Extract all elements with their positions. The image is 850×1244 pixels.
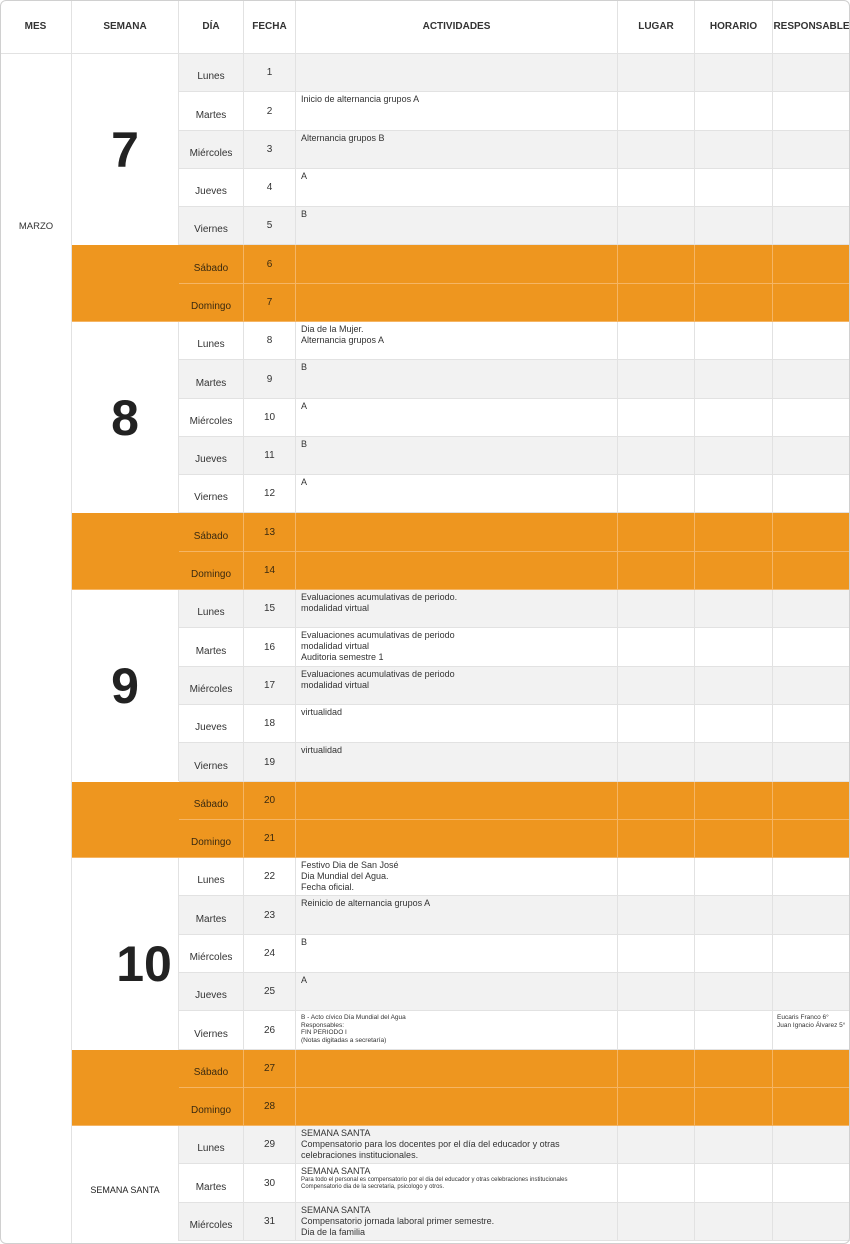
activities-cell: B - Acto cívico Día Mundial del Agua Responsables: FIN PERIODO I (Notas digitadas a secretaría) <box>296 1011 618 1049</box>
schedule-cell <box>695 92 773 130</box>
week-block <box>72 322 179 513</box>
activities-cell: A <box>296 973 618 1011</box>
place-cell <box>618 284 695 322</box>
day-cell: Domingo <box>179 284 244 322</box>
day-cell: Lunes <box>179 1126 244 1164</box>
week-block <box>72 513 179 590</box>
activities-cell: virtualidad <box>296 705 618 743</box>
activities-cell: Inicio de alternancia grupos A <box>296 92 618 130</box>
schedule-cell <box>695 782 773 820</box>
place-cell <box>618 207 695 245</box>
week-block <box>72 1126 179 1241</box>
schedule-cell <box>695 1011 773 1049</box>
responsible-cell <box>773 705 850 743</box>
responsible-cell <box>773 360 850 398</box>
date-cell: 22 <box>244 858 296 896</box>
date-cell: 4 <box>244 169 296 207</box>
date-cell: 9 <box>244 360 296 398</box>
place-cell <box>618 1203 695 1241</box>
place-cell <box>618 590 695 628</box>
day-cell: Viernes <box>179 743 244 781</box>
responsible-cell <box>773 322 850 360</box>
schedule-cell <box>695 1203 773 1241</box>
responsible-cell <box>773 1203 850 1241</box>
activities-cell <box>296 284 618 322</box>
date-cell: 1 <box>244 54 296 92</box>
day-cell: Sábado <box>179 1050 244 1088</box>
activities-cell <box>296 245 618 283</box>
day-cell: Jueves <box>179 973 244 1011</box>
date-cell: 20 <box>244 782 296 820</box>
activities-cell: B <box>296 360 618 398</box>
responsible-cell <box>773 667 850 705</box>
header-dia: DÍA <box>179 0 244 54</box>
responsible-cell <box>773 92 850 130</box>
day-cell: Martes <box>179 92 244 130</box>
date-cell: 25 <box>244 973 296 1011</box>
week-number: 9 <box>111 657 139 714</box>
date-cell: 13 <box>244 513 296 551</box>
schedule-cell <box>695 743 773 781</box>
date-cell: 16 <box>244 628 296 666</box>
place-cell <box>618 322 695 360</box>
date-cell: 24 <box>244 935 296 973</box>
schedule-cell <box>695 284 773 322</box>
activities-cell <box>296 513 618 551</box>
date-cell: 3 <box>244 131 296 169</box>
schedule-cell <box>695 667 773 705</box>
place-cell <box>618 92 695 130</box>
day-cell: Miércoles <box>179 935 244 973</box>
activities-cell: A <box>296 475 618 513</box>
schedule-cell <box>695 399 773 437</box>
activities-cell: Evaluaciones acumulativas de periodo modalidad virtual <box>296 667 618 705</box>
week-block <box>72 54 179 245</box>
schedule-cell <box>695 1126 773 1164</box>
header-lugar: LUGAR <box>618 0 695 54</box>
schedule-cell <box>695 1050 773 1088</box>
week-block <box>72 1050 179 1127</box>
day-cell: Miércoles <box>179 131 244 169</box>
responsible-cell <box>773 131 850 169</box>
responsible-cell <box>773 513 850 551</box>
place-cell <box>618 1164 695 1202</box>
place-cell <box>618 743 695 781</box>
place-cell <box>618 437 695 475</box>
date-cell: 10 <box>244 399 296 437</box>
place-cell <box>618 667 695 705</box>
place-cell <box>618 1088 695 1126</box>
place-cell <box>618 935 695 973</box>
day-cell: Martes <box>179 628 244 666</box>
day-cell: Miércoles <box>179 1203 244 1241</box>
date-cell: 21 <box>244 820 296 858</box>
responsible-cell <box>773 628 850 666</box>
date-cell: 27 <box>244 1050 296 1088</box>
place-cell <box>618 1050 695 1088</box>
week-block <box>72 245 179 322</box>
place-cell <box>618 169 695 207</box>
header-mes: MES <box>0 0 72 54</box>
day-cell: Sábado <box>179 782 244 820</box>
day-cell: Viernes <box>179 207 244 245</box>
day-cell: Lunes <box>179 322 244 360</box>
day-cell: Viernes <box>179 1011 244 1049</box>
activities-cell: virtualidad <box>296 743 618 781</box>
day-cell: Jueves <box>179 437 244 475</box>
schedule-cell <box>695 705 773 743</box>
place-cell <box>618 1011 695 1049</box>
day-cell: Lunes <box>179 54 244 92</box>
responsible-cell <box>773 820 850 858</box>
responsible-cell <box>773 1164 850 1202</box>
responsible-cell: Eucaris Franco 6° Juan Ignacio Álvarez 5° <box>773 1011 850 1049</box>
place-cell <box>618 552 695 590</box>
date-cell: 31 <box>244 1203 296 1241</box>
day-cell: Viernes <box>179 475 244 513</box>
activities-cell: Dia de la Mujer. Alternancia grupos A <box>296 322 618 360</box>
schedule-cell <box>695 935 773 973</box>
schedule-cell <box>695 552 773 590</box>
date-cell: 2 <box>244 92 296 130</box>
day-cell: Domingo <box>179 1088 244 1126</box>
responsible-cell <box>773 1088 850 1126</box>
activities-cell <box>296 820 618 858</box>
activities-cell: Reinicio de alternancia grupos A <box>296 896 618 934</box>
schedule-cell <box>695 513 773 551</box>
day-cell: Sábado <box>179 245 244 283</box>
activities-cell: SEMANA SANTA Compensatorio para los docentes por el día del educador y otras celebraciones institucionales. <box>296 1126 618 1164</box>
responsible-cell <box>773 935 850 973</box>
header-responsable: RESPONSABLE <box>773 0 850 54</box>
day-cell: Miércoles <box>179 399 244 437</box>
activities-cell: B <box>296 207 618 245</box>
activities-cell: B <box>296 437 618 475</box>
week-number: 8 <box>111 389 139 446</box>
responsible-cell <box>773 245 850 283</box>
activities-cell: A <box>296 399 618 437</box>
schedule-cell <box>695 437 773 475</box>
day-cell: Sábado <box>179 513 244 551</box>
activities-cell <box>296 552 618 590</box>
date-cell: 7 <box>244 284 296 322</box>
schedule-cell <box>695 169 773 207</box>
place-cell <box>618 360 695 398</box>
date-cell: 29 <box>244 1126 296 1164</box>
day-cell: Miércoles <box>179 667 244 705</box>
activities-cell: Festivo Dia de San José Dia Mundial del Agua. Fecha oficial. <box>296 858 618 896</box>
activities-cell: Evaluaciones acumulativas de periodo. modalidad virtual <box>296 590 618 628</box>
responsible-cell <box>773 54 850 92</box>
place-cell <box>618 705 695 743</box>
place-cell <box>618 399 695 437</box>
place-cell <box>618 475 695 513</box>
schedule-cell <box>695 820 773 858</box>
date-cell: 6 <box>244 245 296 283</box>
date-cell: 11 <box>244 437 296 475</box>
day-cell: Lunes <box>179 590 244 628</box>
place-cell <box>618 782 695 820</box>
activities-detail: Para todo el personal es compensatorio por el dia del educador y otras celebraciones institucionales Compensatorio dia de la secretaria, psicologo y otros. <box>301 1176 568 1190</box>
day-cell: Martes <box>179 360 244 398</box>
responsible-cell <box>773 284 850 322</box>
responsible-cell <box>773 973 850 1011</box>
day-cell: Martes <box>179 896 244 934</box>
day-cell: Jueves <box>179 705 244 743</box>
schedule-cell <box>695 628 773 666</box>
schedule-cell <box>695 54 773 92</box>
responsible-cell <box>773 782 850 820</box>
header-fecha: FECHA <box>244 0 296 54</box>
header-actividades: ACTIVIDADES <box>296 0 618 54</box>
responsible-cell <box>773 399 850 437</box>
day-cell: Domingo <box>179 820 244 858</box>
responsible-cell <box>773 437 850 475</box>
place-cell <box>618 820 695 858</box>
activities-cell <box>296 782 618 820</box>
day-cell: Jueves <box>179 169 244 207</box>
date-cell: 26 <box>244 1011 296 1049</box>
responsible-cell <box>773 552 850 590</box>
week-block <box>72 590 179 781</box>
activities-cell: Alternancia grupos B <box>296 131 618 169</box>
date-cell: 5 <box>244 207 296 245</box>
activities-cell <box>296 1050 618 1088</box>
activities-heading: SEMANA SANTA <box>301 1166 371 1177</box>
schedule-cell <box>695 360 773 398</box>
place-cell <box>618 54 695 92</box>
place-cell <box>618 513 695 551</box>
week-label: SEMANA SANTA <box>90 1184 160 1195</box>
date-cell: 30 <box>244 1164 296 1202</box>
date-cell: 23 <box>244 896 296 934</box>
place-cell <box>618 1126 695 1164</box>
place-cell <box>618 858 695 896</box>
schedule-cell <box>695 896 773 934</box>
activities-cell: B <box>296 935 618 973</box>
responsible-cell <box>773 743 850 781</box>
month-label: MARZO <box>18 221 54 232</box>
date-cell: 28 <box>244 1088 296 1126</box>
activities-cell: SEMANA SANTA Compensatorio jornada laboral primer semestre. Dia de la familia <box>296 1203 618 1241</box>
day-cell: Martes <box>179 1164 244 1202</box>
week-block <box>72 858 179 1049</box>
schedule-cell <box>695 322 773 360</box>
schedule-cell <box>695 207 773 245</box>
date-cell: 14 <box>244 552 296 590</box>
header-horario: HORARIO <box>695 0 773 54</box>
place-cell <box>618 628 695 666</box>
week-block <box>72 782 179 859</box>
responsible-cell <box>773 169 850 207</box>
date-cell: 17 <box>244 667 296 705</box>
responsible-cell <box>773 207 850 245</box>
day-cell: Domingo <box>179 552 244 590</box>
place-cell <box>618 896 695 934</box>
date-cell: 19 <box>244 743 296 781</box>
schedule-cell <box>695 475 773 513</box>
schedule-cell <box>695 973 773 1011</box>
month-column <box>0 54 72 1244</box>
activities-cell: A <box>296 169 618 207</box>
date-cell: 15 <box>244 590 296 628</box>
responsible-cell <box>773 1126 850 1164</box>
schedule-cell <box>695 1088 773 1126</box>
activities-cell <box>296 1088 618 1126</box>
schedule-cell <box>695 858 773 896</box>
date-cell: 12 <box>244 475 296 513</box>
responsible-cell <box>773 590 850 628</box>
date-cell: 18 <box>244 705 296 743</box>
activities-cell <box>296 1164 618 1202</box>
place-cell <box>618 973 695 1011</box>
schedule-cell <box>695 1164 773 1202</box>
schedule-cell <box>695 245 773 283</box>
schedule-cell <box>695 590 773 628</box>
activities-cell <box>296 54 618 92</box>
place-cell <box>618 131 695 169</box>
schedule-cell <box>695 131 773 169</box>
week-number: 7 <box>111 121 139 178</box>
responsible-cell <box>773 475 850 513</box>
responsible-cell <box>773 1050 850 1088</box>
week-number: 10 <box>116 935 172 992</box>
responsible-cell <box>773 896 850 934</box>
activities-cell: Evaluaciones acumulativas de periodo modalidad virtual Auditoria semestre 1 <box>296 628 618 666</box>
place-cell <box>618 245 695 283</box>
date-cell: 8 <box>244 322 296 360</box>
header-semana: SEMANA <box>72 0 179 54</box>
day-cell: Lunes <box>179 858 244 896</box>
responsible-cell <box>773 858 850 896</box>
